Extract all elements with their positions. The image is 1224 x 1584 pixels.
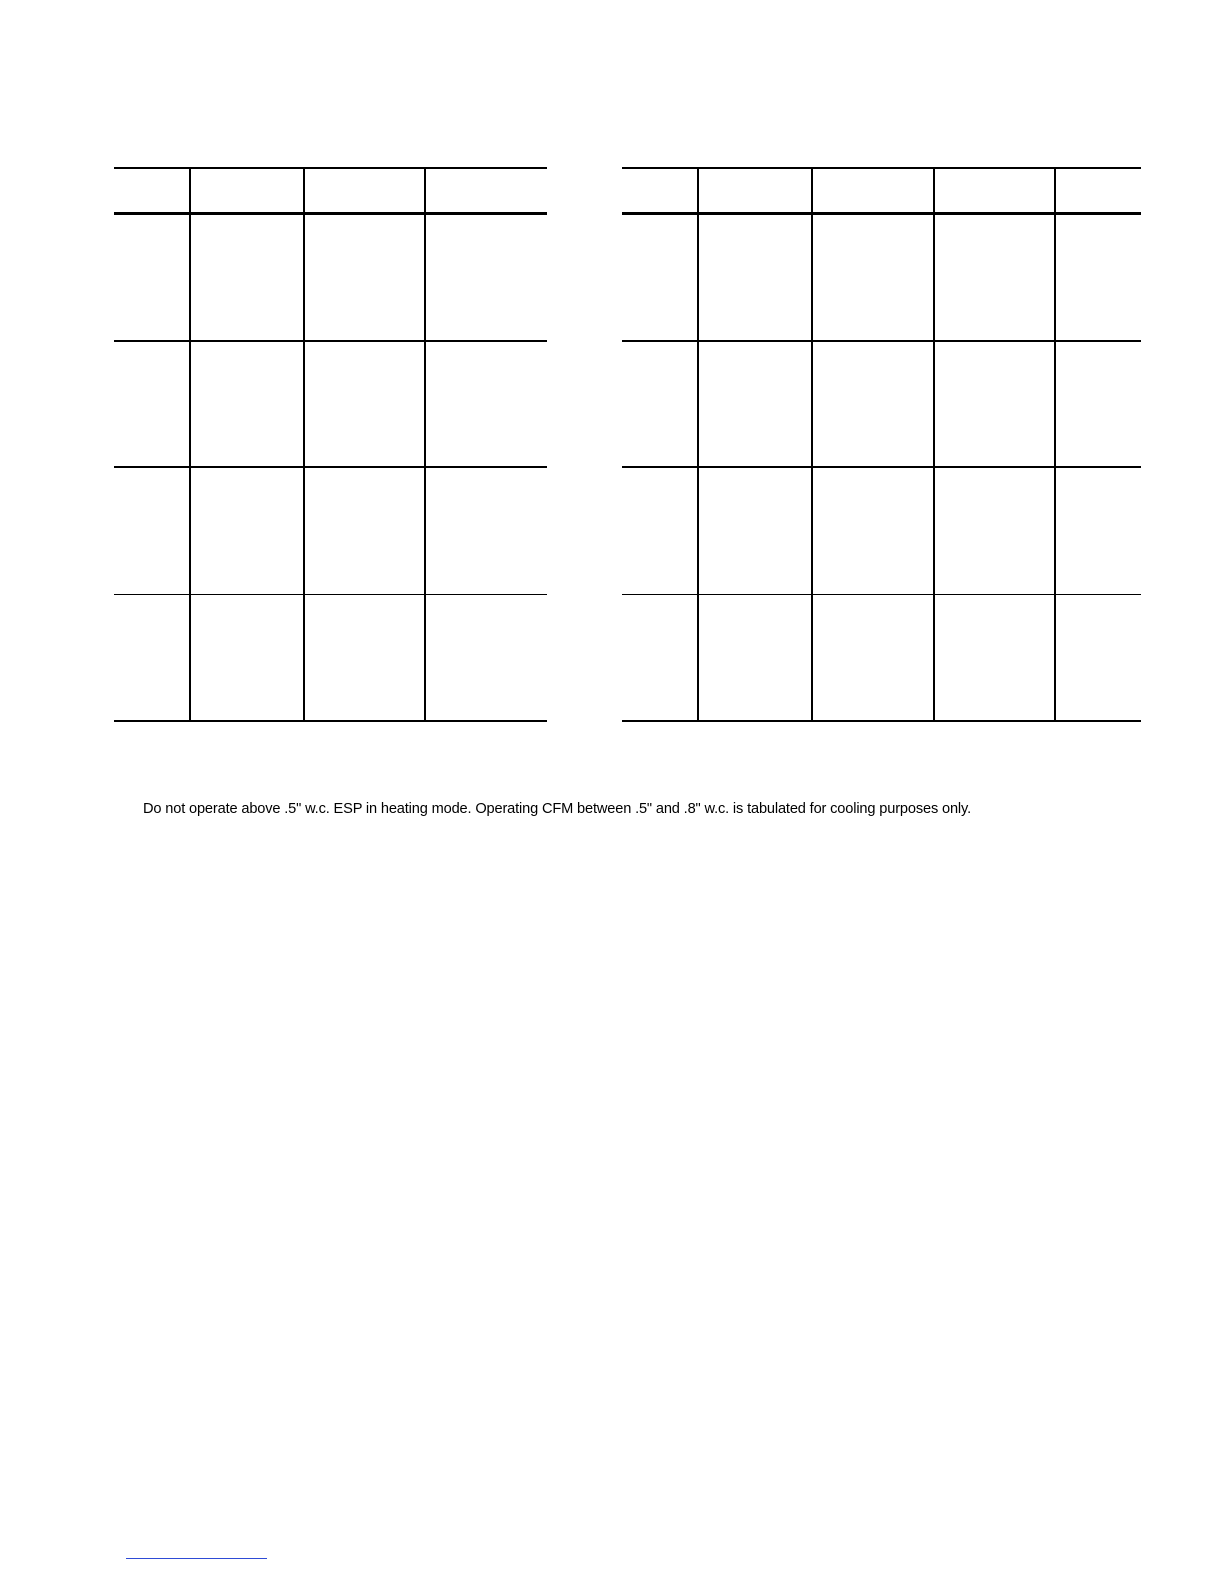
table-header-cell <box>305 169 424 212</box>
table-row-rule <box>114 594 547 595</box>
table-row-rule <box>622 466 1141 468</box>
table-header-rule <box>114 212 547 215</box>
table-row-rule <box>114 466 547 468</box>
table-column-divider <box>1054 167 1056 722</box>
table-header-cell <box>935 169 1054 212</box>
table-row-rule <box>622 340 1141 342</box>
heating-mode-footnote: Do not operate above .5" w.c. ESP in heating mode. Operating CFM between .5" and .8" w.c. is tabulated for cooling purposes only. <box>143 801 971 817</box>
table-header-cell <box>191 169 303 212</box>
table-column-divider <box>303 167 305 722</box>
table-column-divider <box>697 167 699 722</box>
table-column-divider <box>933 167 935 722</box>
table-header-cell <box>426 169 547 212</box>
fan-performance-table-right <box>622 167 1141 724</box>
fan-performance-table-left <box>114 167 547 724</box>
table-header-cell <box>622 169 697 212</box>
table-header-cell <box>813 169 933 212</box>
table-row-rule <box>114 340 547 342</box>
table-header-cell <box>699 169 811 212</box>
table-header-rule <box>622 212 1141 215</box>
table-bottom-rule <box>114 720 547 722</box>
table-row-rule <box>622 594 1141 595</box>
footer-link-underline[interactable] <box>126 1558 267 1559</box>
table-header-cell <box>1056 169 1141 212</box>
table-column-divider <box>424 167 426 722</box>
table-header-cell <box>114 169 189 212</box>
table-bottom-rule <box>622 720 1141 722</box>
table-column-divider <box>189 167 191 722</box>
table-column-divider <box>811 167 813 722</box>
